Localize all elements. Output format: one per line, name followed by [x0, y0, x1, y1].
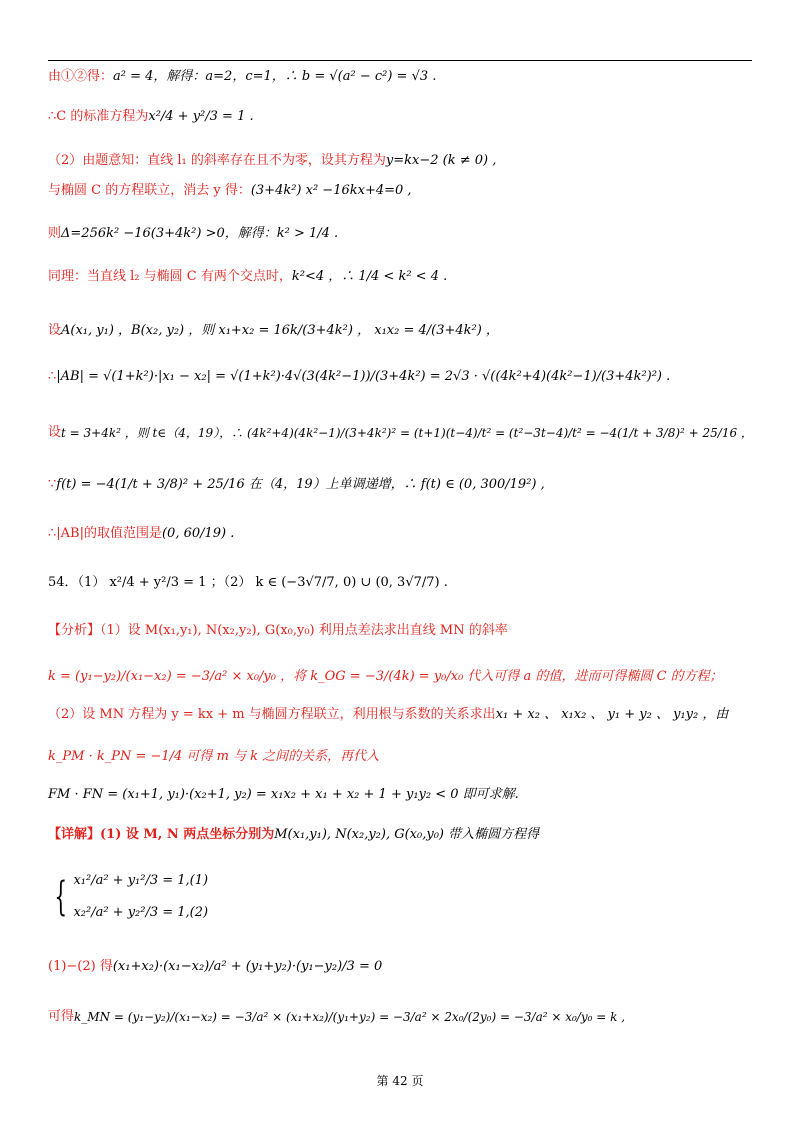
left-brace: { — [54, 874, 68, 920]
equation-1: x₁²/a² + y₁²/3 = 1,(1) — [73, 873, 209, 888]
text-red: ∴ — [48, 369, 57, 384]
text-red: 同理：当直线 l₂ 与椭圆 C 有两个交点时， — [48, 269, 292, 284]
line-9 — [48, 476, 752, 494]
line-6 — [48, 322, 752, 340]
math-text: k_PM · k_PN = −1/4 可得 m 与 k 之间的关系，再代入 — [48, 749, 380, 764]
text-red: 由①②得： — [48, 69, 114, 84]
text-red: ∴|AB|的取值范围是 — [48, 526, 162, 541]
text-red: 【详解】(1) 设 M, N 两点坐标分别为 — [48, 827, 275, 842]
equation-2: x₂²/a² + y₂²/3 = 1,(2) — [73, 905, 209, 920]
text-red: 与椭圆 C 的方程联立，消去 y 得： — [48, 183, 251, 198]
math-text: x²/4 + y²/3 = 1 . — [148, 109, 254, 124]
math-text: (0, 60/19) . — [161, 526, 235, 541]
line-12 — [48, 622, 752, 640]
line-17 — [48, 826, 752, 844]
line-1 — [48, 108, 752, 126]
text-red: 可得 — [48, 1009, 75, 1024]
math-text: M(x₁,y₁), N(x₂,y₂), G(x₀,y₀) 带入椭圆方程得 — [274, 827, 540, 842]
math-text: x₁ + x₂ 、 x₁x₂ 、 y₁ + y₂ 、 y₁y₂ ，由 — [495, 707, 729, 722]
math-text: a² = 4，解得：a=2，c=1，∴ b = √(a² − c²) = √3 . — [113, 69, 437, 84]
text-red: ∴C 的标准方程为 — [48, 109, 149, 124]
line-11 — [48, 574, 752, 592]
math-text: |AB| = √(1+k²)·|x₁ − x₂| = √(1+k²)·4√(3(4k²−1))/(3+4k²) = 2√3 · √((4k²+4)(4k²−1)/(3+4k²)²) . — [56, 369, 671, 384]
line-13 — [48, 668, 752, 686]
math-text: (3+4k²) x² −16kx+4=0 , — [250, 183, 412, 198]
math-text: k = (y₁−y₂)/(x₁−x₂) = −3/a² × x₀/y₀ ，将 k_OG = −3/(4k) = y₀/x₀ 代入可得 a 的值，进而可得椭圆 C 的方程； — [48, 669, 723, 684]
line-10 — [48, 525, 752, 543]
math-text: k_MN = (y₁−y₂)/(x₁−x₂) = −3/a² × (x₁+x₂)/(y₁+y₂) = −3/a² × 2x₀/(2y₀) = −3/a² × x₀/y₀ = k , — [74, 1010, 626, 1024]
text-red: （2）设 MN 方程为 y = kx + m 与椭圆方程联立，利用根与系数的关系求出 — [48, 707, 496, 722]
text-red: ∵ — [48, 477, 57, 492]
text-red: （2）由题意知：直线 l₁ 的斜率存在且不为零，设其方程为 — [48, 153, 386, 168]
math-text: f(t) = −4(1/t + 3/8)² + 25/16 在（4，19）上单调递增，∴ f(t) ∈ (0, 300/19²) , — [56, 477, 545, 492]
line-8 — [48, 424, 752, 442]
line-4 — [48, 225, 752, 243]
math-text: t = 3+4k² ，则 t∈（4，19），∴ (4k²+4)(4k²−1)/(3+4k²)² = (t+1)(t−4)/t² = (t²−3t−4)/t² = −4(1/t + 3/8)² + 25/16 ， — [61, 426, 753, 440]
line-20 — [48, 958, 752, 976]
equation-stack — [73, 872, 208, 922]
text-red: 【分析】（1）设 M(x₁,y₁), N(x₂,y₂), G(x₀,y₀) 利用点差法求出直线 MN 的斜率 — [48, 623, 508, 638]
line-2 — [48, 152, 752, 170]
line-5 — [48, 268, 752, 286]
math-text: k²<4 ，∴ 1/4 < k² < 4 . — [291, 269, 448, 284]
line-16 — [48, 786, 752, 804]
line-14 — [48, 706, 752, 724]
line-0 — [48, 68, 752, 86]
math-text: FM · FN = (x₁+1, y₁)·(x₂+1, y₂) = x₁x₂ + x₁ + x₂ + 1 + y₁y₂ < 0 即可求解. — [48, 787, 519, 802]
header-rule — [48, 60, 752, 61]
line-7 — [48, 368, 752, 386]
math-text: y=kx−2 (k ≠ 0) , — [385, 153, 497, 168]
text-red: 设 — [48, 323, 62, 338]
math-text: A(x₁, y₁) ，B(x₂, y₂) ，则 x₁+x₂ = 16k/(3+4k²) ， x₁x₂ = 4/(3+4k²) ， — [61, 323, 499, 338]
page-number: 第 42 页 — [376, 1074, 424, 1088]
text-red: 设 — [48, 425, 62, 440]
text-red: 则 — [48, 226, 62, 241]
math-text: Δ=256k² −16(3+4k²) >0，解得：k² > 1/4 . — [61, 226, 339, 241]
line-3 — [48, 182, 752, 200]
line-21 — [48, 1008, 752, 1026]
equation-system — [48, 862, 752, 932]
text-red: (1)−(2) 得 — [48, 959, 113, 974]
line-15 — [48, 748, 752, 766]
math-text: (x₁+x₂)·(x₁−x₂)/a² + (y₁+y₂)·(y₁−y₂)/3 = 0 — [112, 959, 383, 974]
math-text: 54．（1） x²/4 + y²/3 = 1 ；（2） k ∈ (−3√7/7, 0) ∪ (0, 3√7/7) . — [48, 575, 448, 590]
